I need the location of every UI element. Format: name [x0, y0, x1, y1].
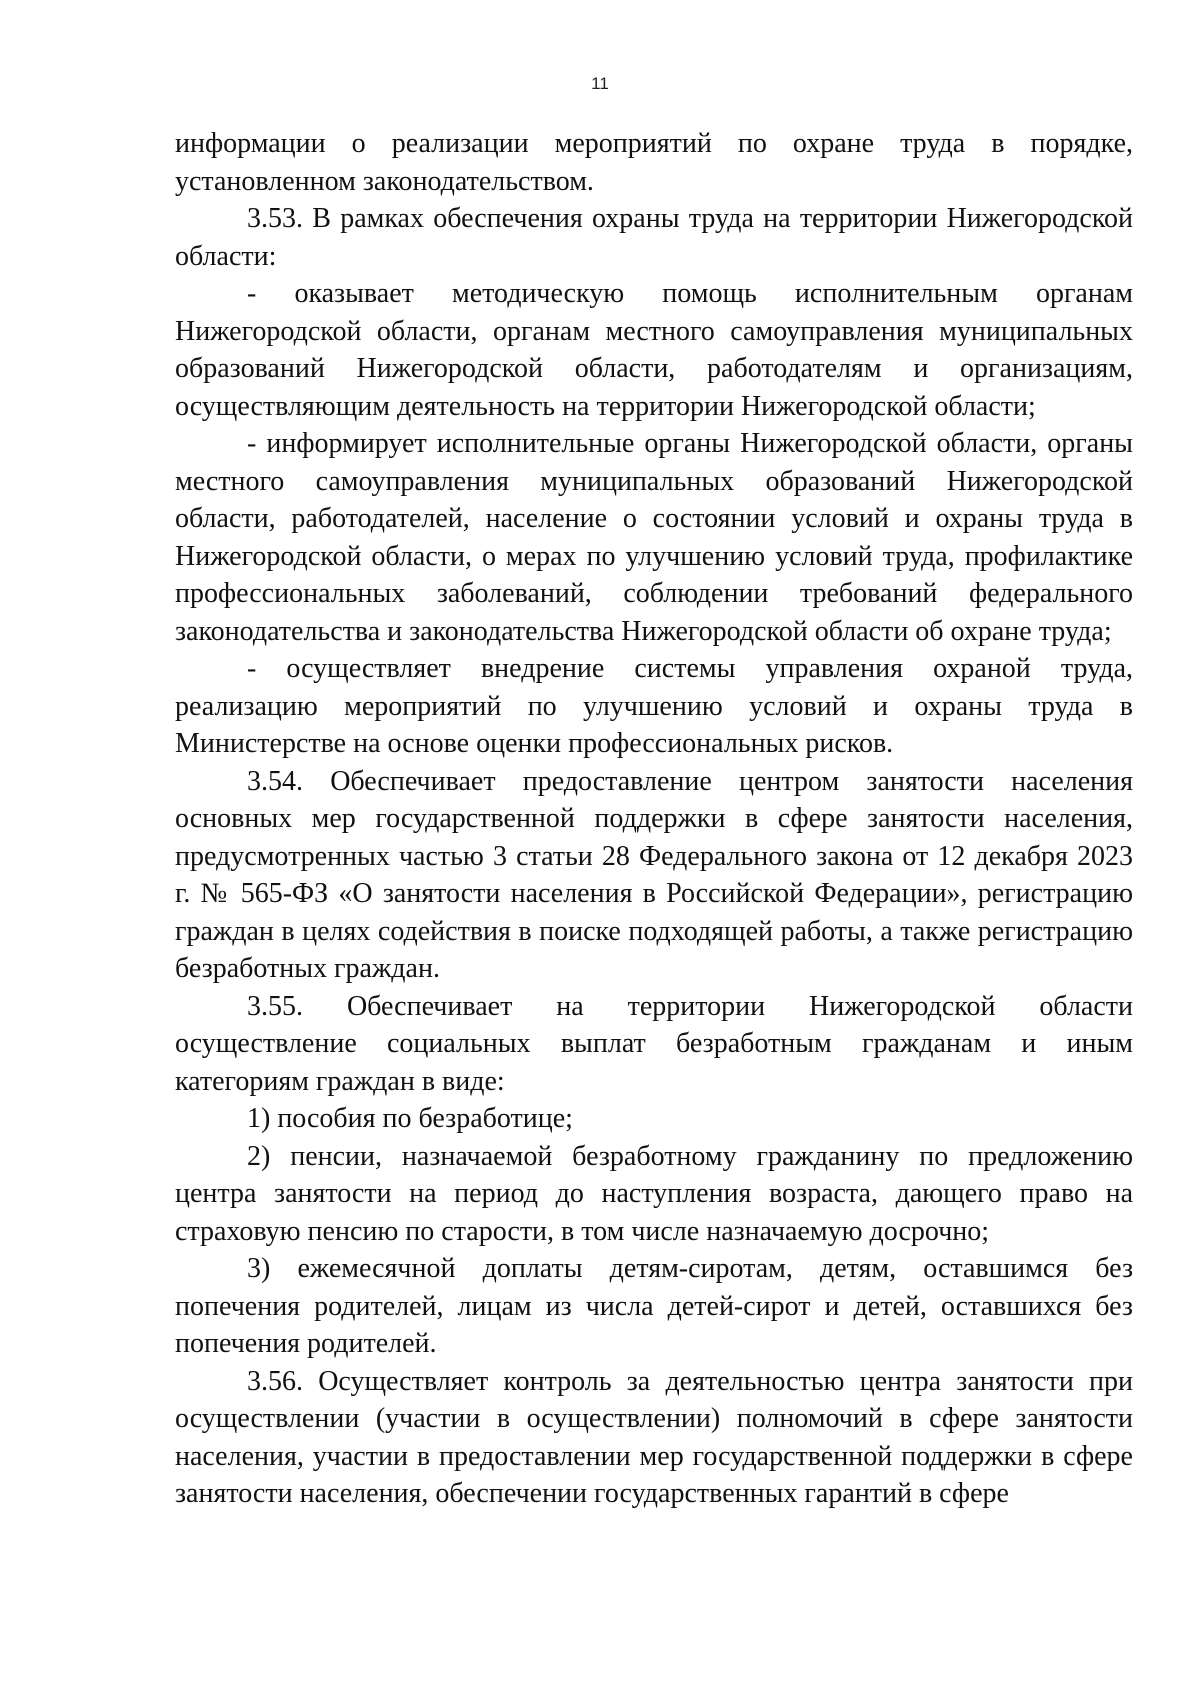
list-item-informs: - информирует исполнительные органы Нижегородской области, органы местного самоуправления муниципальных образований Нижегородской области, работодателей, население о состоянии условий и охраны труда в Нижегородской области, о мерах по улучшению условий труда, профилактике профессиональных заболеваний, соблюдении требований федерального законодательства и законодательства Нижегородской области об охране труда;: [175, 428, 1133, 647]
list-item-management-system: - осуществляет внедрение системы управления охраной труда, реализацию мероприятий по улучшению условий и охраны труда в Министерстве на основе оценки профессиональных рисков.: [175, 653, 1133, 759]
paragraph-3-53: 3.53. В рамках обеспечения охраны труда на территории Нижегородской области:: [175, 203, 1133, 272]
list-item-3: 3) ежемесячной доплаты детям-сиротам, детям, оставшимся без попечения родителей, лицам из числа детей-сирот и детей, оставшихся без попечения родителей.: [175, 1253, 1133, 1359]
paragraph-3-54: 3.54. Обеспечивает предоставление центром занятости населения основных мер государственной поддержки в сфере занятости населения, предусмотренных частью 3 статьи 28 Федерального закона от 12 декабря 2023 г. № 565-ФЗ «О занятости населения в Российской Федерации», регистрацию граждан в целях содействия в поиске подходящей работы, а также регистрацию безработных граждан.: [175, 765, 1133, 984]
list-item-1: 1) пособия по безработице;: [247, 1103, 573, 1134]
paragraph-continuation: информации о реализации мероприятий по охране труда в порядке, установленном законодательством.: [175, 128, 1133, 197]
paragraph-3-55: 3.55. Обеспечивает на территории Нижегородской области осуществление социальных выплат безработным гражданам и иным категориям граждан в виде:: [175, 990, 1133, 1097]
list-item-2: 2) пенсии, назначаемой безработному гражданину по предложению центра занятости на период до наступления возраста, дающего право на страховую пенсию по старости, в том числе назначаемую досрочно;: [175, 1140, 1133, 1247]
paragraph-3-56: 3.56. Осуществляет контроль за деятельностью центра занятости при осуществлении (участии в осуществлении) полномочий в сфере занятости населения, участии в предоставлении мер государственной поддержки в сфере занятости населения, обеспечении государственных гарантий в сфере: [175, 1365, 1133, 1509]
document-body: [175, 125, 1133, 1513]
page-number: 11: [591, 74, 609, 93]
list-item-methodical-help: - оказывает методическую помощь исполнительным органам Нижегородской области, органам местного самоуправления муниципальных образований Нижегородской области, работодателям и организациям, осуществляющим деятельность на территории Нижегородской области;: [175, 278, 1133, 422]
